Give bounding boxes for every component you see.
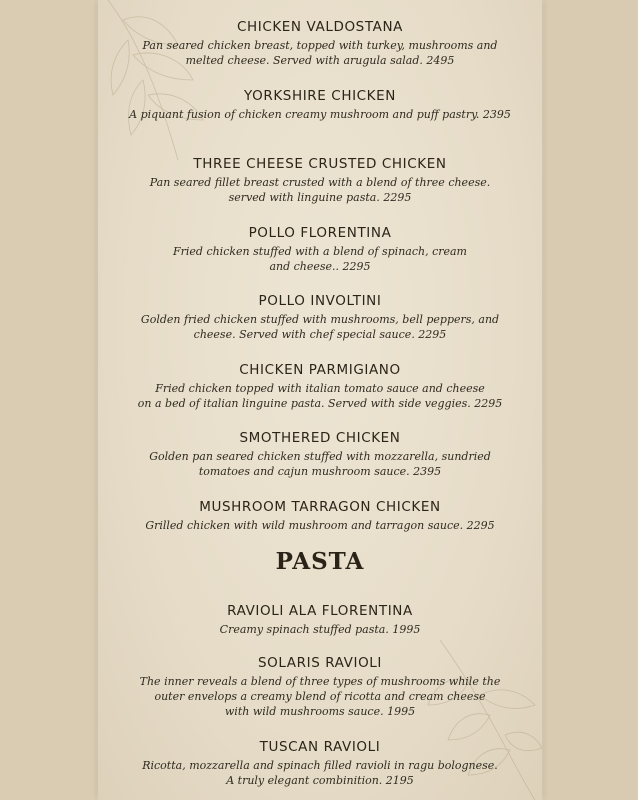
menu-item-title: POLLO INVOLTINI <box>258 293 382 309</box>
menu-item-description: The inner reveals a blend of three types of mushrooms while the outer envelops a creamy blend of ricotta and cream cheese with wild mushrooms sauce. 1995 <box>139 674 501 718</box>
menu-item <box>98 87 542 156</box>
menu-item <box>98 292 542 361</box>
menu-item-description: Golden fried chicken stuffed with mushrooms, bell peppers, and cheese. Served with chef special sauce. 2295 <box>140 313 500 341</box>
pasta-section <box>98 546 542 800</box>
menu-item <box>98 738 542 800</box>
menu-item-description: Creamy spinach stuffed pasta. 1995 <box>219 622 421 636</box>
menu-content <box>98 18 542 800</box>
menu-item-title: CHICKEN VALDOSTANA <box>236 19 404 35</box>
menu-item-title: CHICKEN PARMIGIANO <box>239 361 401 378</box>
menu-item-title: SMOTHERED CHICKEN <box>239 430 401 446</box>
menu-item <box>98 155 542 224</box>
section-heading: PASTA <box>275 547 365 575</box>
menu-item <box>98 361 542 430</box>
chicken-section <box>98 18 542 550</box>
menu-item <box>98 18 542 87</box>
menu-item-description: Pan seared fillet breast crusted with a blend of three cheese. served with linguine pasta. 2295 <box>149 176 491 204</box>
menu-item-title: YORKSHIRE CHICKEN <box>244 87 396 104</box>
menu-item-description: Pan seared chicken breast, topped with turkey, mushrooms and melted cheese. Served with arugula salad. 2495 <box>142 39 498 67</box>
menu-item-description: Grilled chicken with wild mushroom and tarragon sauce. 2295 <box>145 518 495 532</box>
menu-item-title: THREE CHEESE CRUSTED CHICKEN <box>193 156 447 172</box>
menu-item <box>98 654 542 738</box>
menu-item <box>98 429 542 498</box>
menu-item <box>98 224 542 293</box>
menu-item-title: MUSHROOM TARRAGON CHICKEN <box>199 498 441 515</box>
menu-item-description: Fried chicken topped with italian tomato sauce and cheese on a bed of italian linguine pasta. Served with side veggies. 2295 <box>137 381 503 410</box>
menu-item-title: POLLO FLORENTINA <box>248 224 392 241</box>
menu-item <box>98 498 542 550</box>
menu-item <box>98 602 542 654</box>
menu-item-title: TUSCAN RAVIOLI <box>259 738 381 755</box>
menu-item-title: RAVIOLI ALA FLORENTINA <box>227 602 413 619</box>
menu-item-description: A piquant fusion of chicken creamy mushroom and puff pastry. 2395 <box>129 107 511 121</box>
menu-item-description: Fried chicken stuffed with a blend of spinach, cream and cheese.. 2295 <box>172 244 467 273</box>
menu-item-description: Golden pan seared chicken stuffed with mozzarella, sundried tomatoes and cajun mushroom sauce. 2395 <box>149 450 491 478</box>
menu-item-title: SOLARIS RAVIOLI <box>257 654 383 671</box>
menu-item-description: Ricotta, mozzarella and spinach filled ravioli in ragu bolognese. A truly elegant combinition. 2195 <box>142 758 498 787</box>
